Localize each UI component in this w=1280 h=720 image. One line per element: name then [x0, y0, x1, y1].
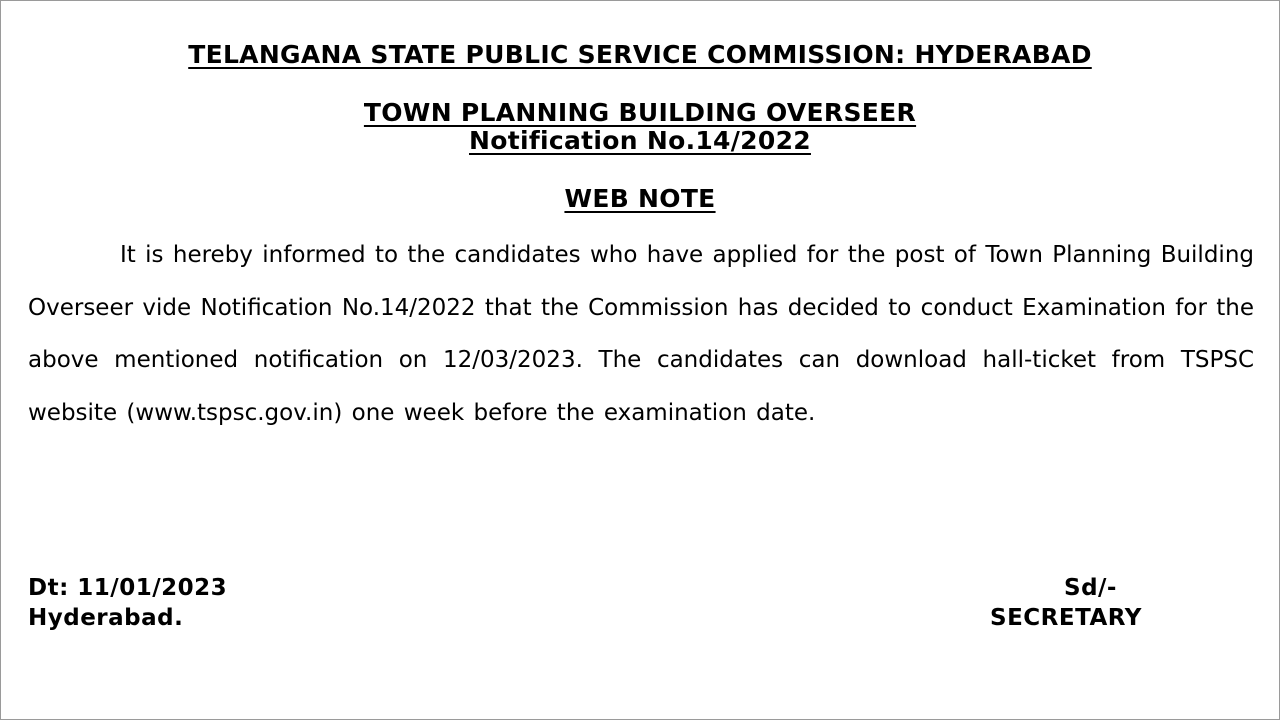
signature-mark: Sd/- — [1064, 575, 1117, 601]
signatory-designation: SECRETARY — [990, 605, 1142, 631]
notification-number: Notification No.14/2022 — [469, 126, 811, 155]
web-note-heading: WEB NOTE — [564, 184, 716, 213]
notice-paragraph: It is hereby informed to the candidates who have applied for the post of Town Planning Building Overseer vide Notification No.14/2022 that the Commission has decided to conduct Examination for the above mentioned notification on 12/03/2023. The candidates can download hall-ticket from TSPSC website (www.tspsc.gov.in) one week before the examination date. — [28, 242, 1254, 426]
notice-body — [28, 229, 1254, 439]
commission-title: TELANGANA STATE PUBLIC SERVICE COMMISSION: HYDERABAD — [188, 40, 1092, 69]
post-title: TOWN PLANNING BUILDING OVERSEER — [363, 98, 917, 127]
issue-date: Dt: 11/01/2023 — [28, 575, 228, 601]
issue-place: Hyderabad. — [28, 605, 184, 631]
